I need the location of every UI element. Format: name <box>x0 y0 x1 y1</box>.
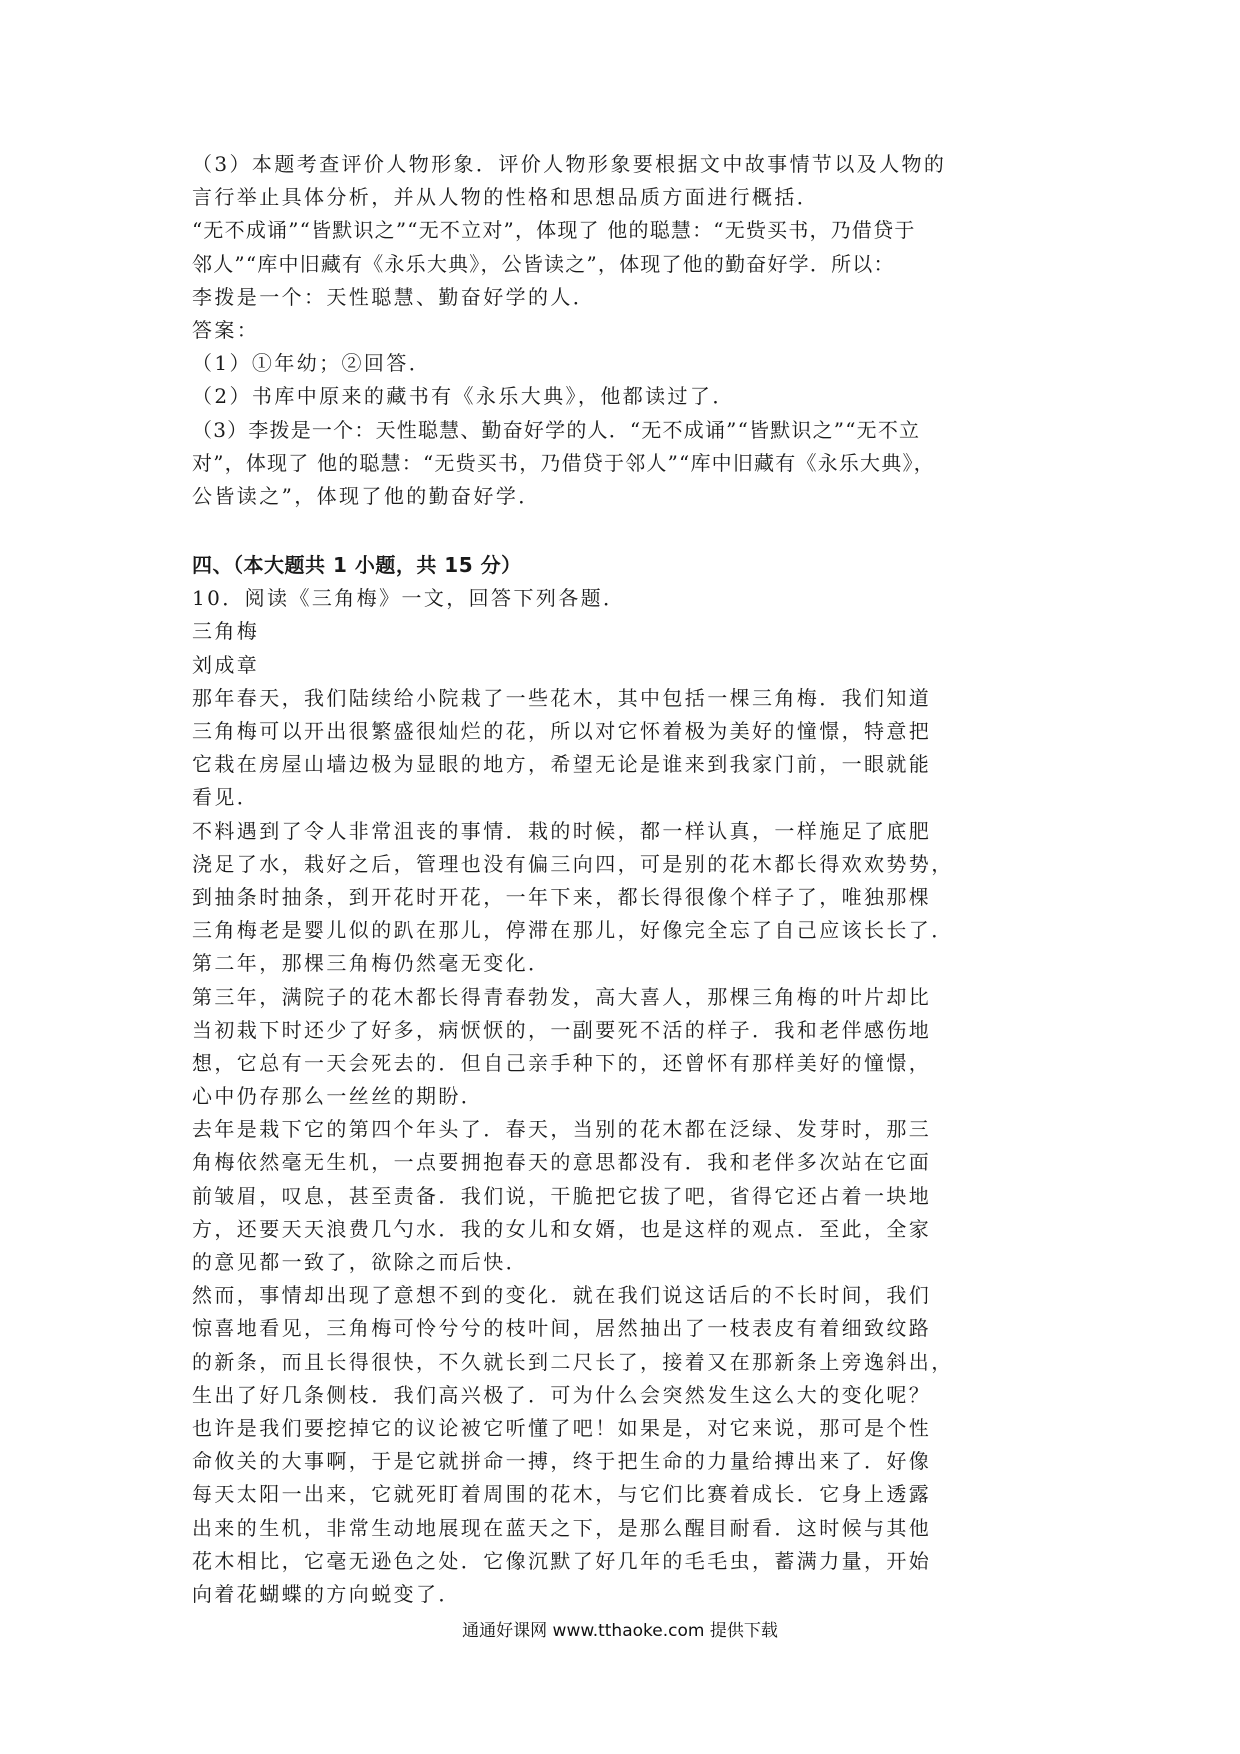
text-line: “无不成诵”“皆默识之”“无不立对”，体现了 他的聪慧：“无赀买书，乃借贷于 <box>192 218 916 243</box>
text-line: 向着花蝴蝶的方向蜕变了． <box>192 1581 461 1606</box>
paragraph <box>192 682 1072 815</box>
answer-label: 答案： <box>192 317 260 342</box>
text-line: 也许是我们要挖掉它的议论被它听懂了吧！如果是，对它来说，那可是个性 <box>192 1415 932 1440</box>
page-footer: 通通好课网 www.tthaoke.com 提供下载 <box>462 1621 778 1641</box>
paragraph <box>192 1279 1072 1611</box>
text-line: 心中仍存那么一丝丝的期盼． <box>192 1084 484 1109</box>
text-line: 花木相比，它毫无逊色之处．它像沉默了好几年的毛毛虫，蓄满力量，开始 <box>192 1548 932 1573</box>
text-line: 角梅依然毫无生机，一点要拥抱春天的意思都没有．我和老伴多次站在它面 <box>192 1150 932 1175</box>
text-line: 然而，事情却出现了意想不到的变化．就在我们说这话后的不长时间，我们 <box>192 1283 932 1308</box>
answer-line: 公皆读之”，体现了他的勤奋好学． <box>192 483 541 508</box>
article-body <box>192 682 1072 1611</box>
answer-line: （2）书库中原来的藏书有《永乐大典》，他都读过了． <box>192 384 735 409</box>
section-gap <box>192 513 1072 549</box>
text-line: 不料遇到了令人非常沮丧的事情．栽的时候，都一样认真，一样施足了底肥 <box>192 818 932 843</box>
question-prompt: 10．阅读《三角梅》一文，回答下列各题． <box>192 586 626 611</box>
text-line: 生出了好几条侧枝．我们高兴极了．可为什么会突然发生这么大的变化呢？ <box>192 1382 932 1407</box>
text-line: 前皱眉，叹息，甚至责备．我们说，干脆把它拔了吧，省得它还占着一块地 <box>192 1183 932 1208</box>
article-title: 三角梅 <box>192 619 260 644</box>
paragraph <box>192 1113 1072 1279</box>
text-line: 第二年，那棵三角梅仍然毫无变化． <box>192 951 551 976</box>
page-content <box>192 148 1072 1611</box>
text-line: 言行举止具体分析，并从人物的性格和思想品质方面进行概括． <box>192 185 820 210</box>
text-line: 的新条，而且长得很快，不久就长到二尺长了，接着又在那新条上旁逸斜出， <box>192 1349 954 1374</box>
text-line: 方，还要天天浪费几勺水．我的女儿和女婿，也是这样的观点．至此，全家 <box>192 1216 932 1241</box>
article-author: 刘成章 <box>192 652 260 677</box>
text-line: 李拨是一个：天性聪慧、勤奋好学的人． <box>192 284 596 309</box>
answer-line: （1）①年幼；②回答． <box>192 351 432 376</box>
section-heading: 四、（本大题共 1 小题，共 15 分） <box>192 553 522 578</box>
text-line: 看见． <box>192 785 260 810</box>
analysis-block <box>192 148 1072 314</box>
text-line: 它栽在房屋山墙边极为显眼的地方，希望无论是谁来到我家门前，一眼就能 <box>192 752 932 777</box>
text-line: 三角梅老是婴儿似的趴在那儿，停滞在那儿，好像完全忘了自己应该长长了． <box>192 918 954 943</box>
paragraph <box>192 981 1072 1114</box>
text-line: 的意见都一致了，欲除之而后快． <box>192 1250 528 1274</box>
text-line: 命攸关的大事啊，于是它就拼命一搏，终于把生命的力量给搏出来了．好像 <box>192 1449 932 1474</box>
text-line: 去年是栽下它的第四个年头了．春天，当别的花木都在泛绿、发芽时，那三 <box>192 1117 932 1142</box>
text-line: 那年春天，我们陆续给小院栽了一些花木，其中包括一棵三角梅．我们知道 <box>192 685 932 710</box>
text-line: 邻人”“库中旧藏有《永乐大典》，公皆读之”，体现了他的勤奋好学．所以： <box>192 251 895 276</box>
text-line: 到抽条时抽条，到开花时开花，一年下来，都长得很像个样子了，唯独那棵 <box>192 884 932 909</box>
text-line: 当初栽下时还少了好多，病恹恹的，一副要死不活的样子．我和老伴感伤地 <box>192 1017 932 1042</box>
text-line: 想，它总有一天会死去的．但自己亲手种下的，还曾怀有那样美好的憧憬， <box>192 1050 932 1075</box>
text-line: 三角梅可以开出很繁盛很灿烂的花，所以对它怀着极为美好的憧憬，特意把 <box>192 719 932 743</box>
answer-line: （3）李拨是一个：天性聪慧、勤奋好学的人．“无不成诵”“皆默识之”“无不立 <box>192 417 921 442</box>
text-line: 惊喜地看见，三角梅可怜兮兮的枝叶间，居然抽出了一枝表皮有着细致纹路 <box>192 1316 932 1341</box>
text-line: 出来的生机，非常生动地展现在蓝天之下，是那么醒目耐看．这时候与其他 <box>192 1515 932 1540</box>
text-line: 浇足了水，栽好之后，管理也没有偏三向四，可是别的花木都长得欢欢势势， <box>192 851 954 876</box>
paragraph <box>192 947 1072 980</box>
answers-block <box>192 347 1072 513</box>
text-line: 第三年，满院子的花木都长得青春勃发，高大喜人，那棵三角梅的叶片却比 <box>192 984 932 1009</box>
text-line: 每天太阳一出来，它就死盯着周围的花木，与它们比赛着成长．它身上透露 <box>192 1482 932 1507</box>
answer-line: 对”，体现了 他的聪慧：“无赀买书，乃借贷于邻人”“库中旧藏有《永乐大典》， <box>192 450 935 475</box>
paragraph <box>192 815 1072 948</box>
text-line: （3）本题考查评价人物形象．评价人物形象要根据文中故事情节以及人物的 <box>192 152 947 176</box>
